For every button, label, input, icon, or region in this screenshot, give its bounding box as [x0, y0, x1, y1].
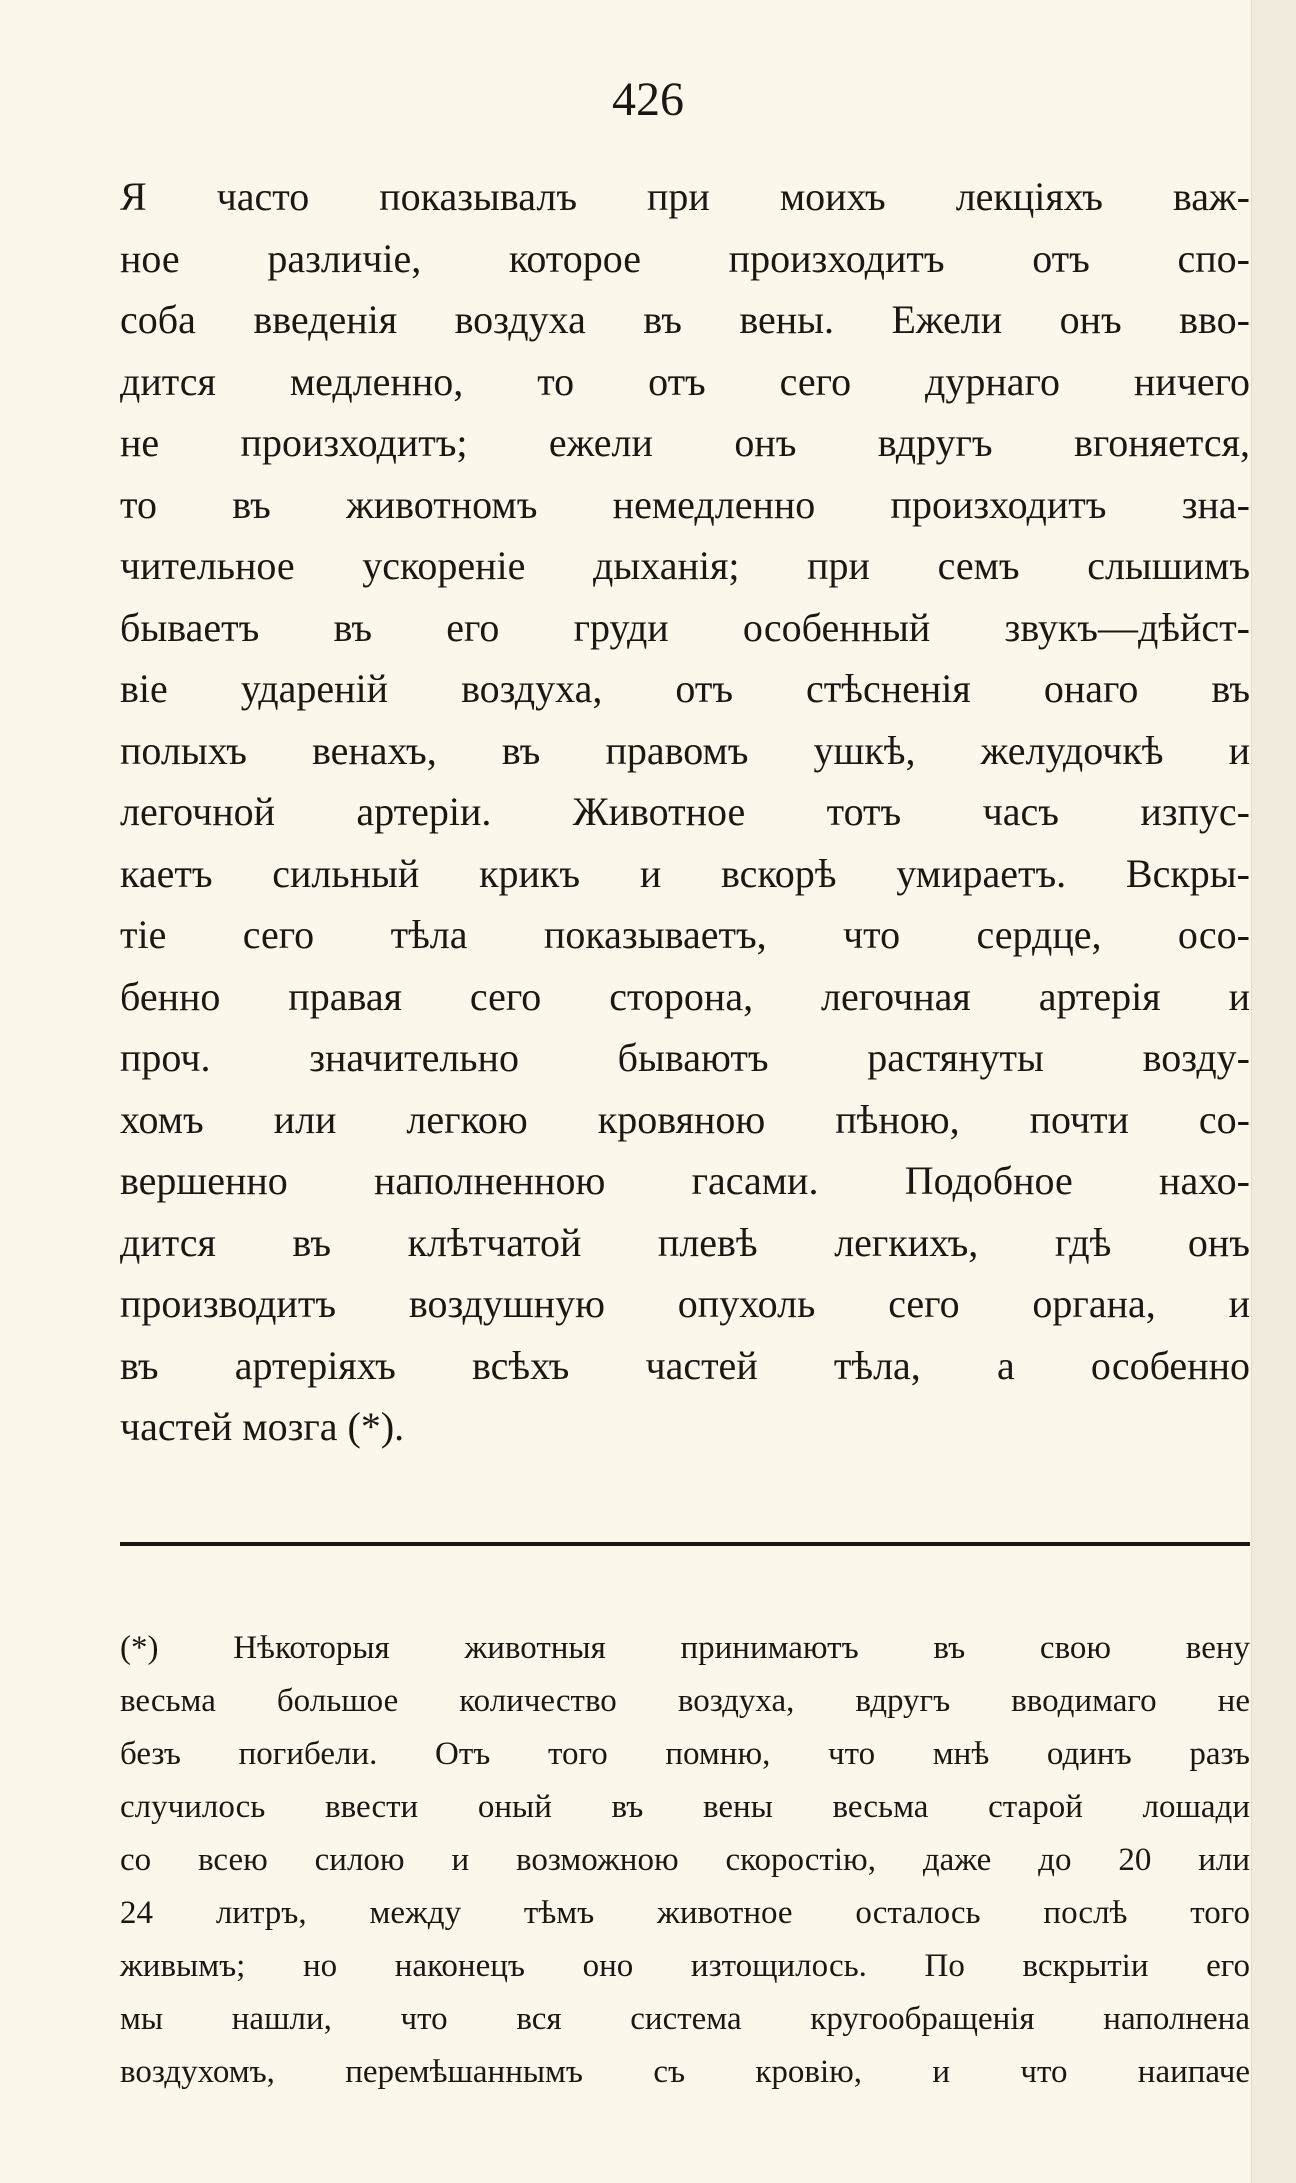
text-line: легочной артеріи. Животное тотъ часъ изпус-: [120, 789, 1250, 834]
footnote: [120, 1622, 1250, 2099]
footnote-line: безъ погибели. Отъ того помню, что мнѣ одинъ разъ: [120, 1736, 1250, 1772]
footnote-divider: [120, 1542, 1250, 1546]
text-line: въ артеріяхъ всѣхъ частей тѣла, а особенно: [120, 1342, 1250, 1388]
text-line: дится въ клѣтчатой плевѣ легкихъ, гдѣ онъ: [120, 1219, 1250, 1265]
text-line: не произходитъ; ежели онъ вдругъ вгоняется,: [120, 420, 1250, 465]
footnote-line: 24 литръ, между тѣмъ животное осталось послѣ того: [120, 1895, 1250, 1931]
footnote-line: (*) Нѣкоторыя животныя принимаютъ въ свою вену: [120, 1630, 1250, 1666]
text-line: каетъ сильный крикъ и вскорѣ умираетъ. Вскры-: [120, 850, 1250, 896]
text-line: то въ животномъ немедленно произходитъ зна-: [120, 481, 1250, 527]
text-line: віе удареній воздуха, отъ стѣсненія онаго въ: [120, 666, 1250, 711]
footnote-line: случилось ввести оный въ вены весьма старой лошади: [120, 1789, 1250, 1825]
text-line: частей мозга (*).: [120, 1404, 405, 1449]
page-number: 426: [612, 73, 684, 126]
text-line: хомъ или легкою кровяною пѣною, почти со-: [120, 1096, 1250, 1142]
text-line: ное различіе, которое произходитъ отъ спо-: [120, 235, 1250, 281]
text-line: соба введенія воздуха въ вены. Ежели онъ вво-: [120, 297, 1250, 342]
footnote-line: воздухомъ, перемѣшаннымъ съ кровію, и что наипаче: [120, 2054, 1250, 2090]
footnote-line: мы нашли, что вся система кругообращенія наполнена: [120, 2001, 1250, 2037]
text-line: чительное ускореніе дыханія; при семъ слышимъ: [120, 543, 1250, 588]
text-line: Я часто показывалъ при моихъ лекціяхъ важ-: [120, 174, 1250, 219]
footnote-line: со всею силою и возможною скоростію, даже до 20 или: [120, 1842, 1250, 1878]
text-line: дится медленно, то отъ сего дурнаго ничего: [120, 358, 1250, 404]
footnote-line: живымъ; но наконецъ оно изтощилось. По вскрытіи его: [120, 1948, 1250, 1984]
text-line: вершенно наполненною гасами. Подобное нахо-: [120, 1158, 1250, 1203]
text-line: тіе сего тѣла показываетъ, что сердце, осо-: [120, 912, 1250, 957]
text-line: бываетъ въ его груди особенный звукъ—дѣйст-: [120, 604, 1250, 650]
main-text: [120, 166, 1250, 1458]
text-line: проч. значительно бываютъ растянуты возду-: [120, 1035, 1250, 1080]
footnote-line: весьма большое количество воздуха, вдругъ вводимаго не: [120, 1683, 1250, 1719]
text-line: производитъ воздушную опухоль сего органа, и: [120, 1281, 1250, 1326]
text-line: бенно правая сего сторона, легочная артерія и: [120, 973, 1250, 1019]
text-line: полыхъ венахъ, въ правомъ ушкѣ, желудочкѣ и: [120, 727, 1250, 773]
page-binding-shadow: [1251, 0, 1296, 2183]
